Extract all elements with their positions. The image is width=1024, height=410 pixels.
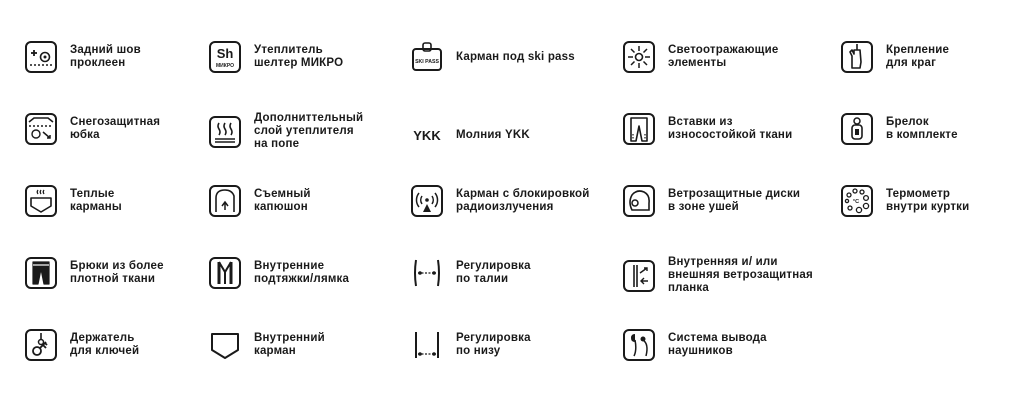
inner-pocket-icon xyxy=(208,328,242,362)
feature-label: Внутренние подтяжки/лямка xyxy=(254,260,350,285)
feature-item xyxy=(24,256,164,290)
warm-pockets-icon xyxy=(24,184,58,218)
celsius-text: °C xyxy=(852,199,860,205)
feature-item xyxy=(410,40,575,74)
waist-adjust-icon xyxy=(410,256,444,290)
sh-badge-subtext: МИКРО xyxy=(216,63,234,69)
reflective-icon xyxy=(622,40,656,74)
wind-flap-icon xyxy=(622,259,656,293)
feature-label: Утеплитель шелтер МИКРО xyxy=(254,44,344,69)
feature-item xyxy=(622,256,813,295)
wear-resistant-inserts-icon xyxy=(622,112,656,146)
feature-item xyxy=(840,112,958,146)
feature-label: Ветрозащитные диски в зоне ушей xyxy=(668,188,801,213)
feature-item xyxy=(840,184,969,218)
feature-item xyxy=(410,256,531,290)
key-holder-icon xyxy=(24,328,58,362)
rf-blocking-pocket-icon xyxy=(410,184,444,218)
ski-pass-pocket-icon xyxy=(410,40,444,74)
feature-label: Задний шов проклеен xyxy=(70,44,141,69)
feature-item xyxy=(24,328,139,362)
feature-label: Брюки из более плотной ткани xyxy=(70,260,164,285)
feature-item xyxy=(410,184,590,218)
feature-label: Держатель для ключей xyxy=(70,332,140,357)
dense-pants-icon xyxy=(24,256,58,290)
feature-item xyxy=(840,40,949,74)
ykk-logo-text: YKK xyxy=(413,128,441,143)
thermometer-icon xyxy=(840,184,874,218)
extra-insulation-icon xyxy=(208,115,242,149)
feature-item xyxy=(410,118,530,152)
feature-label: Система вывода наушников xyxy=(668,332,767,357)
suspenders-icon xyxy=(208,256,242,290)
feature-label: Карман под ski pass xyxy=(456,50,575,63)
feature-label: Теплые карманы xyxy=(70,188,122,213)
keychain-icon xyxy=(840,112,874,146)
ykk-icon xyxy=(410,118,444,152)
feature-item xyxy=(24,184,122,218)
feature-label: Съемный капюшон xyxy=(254,188,311,213)
feature-label: Внутренняя и/ или внешняя ветрозащитная планка xyxy=(668,256,813,294)
feature-item xyxy=(208,328,325,362)
feature-item xyxy=(24,112,160,146)
feature-label: Брелок в комплекте xyxy=(886,116,958,141)
feature-label: Термометр внутри куртки xyxy=(886,188,970,213)
feature-item xyxy=(208,184,311,218)
ski-pass-text: SKI PASS xyxy=(415,59,439,65)
glove-mount-icon xyxy=(840,40,874,74)
feature-label: Внутренний карман xyxy=(254,332,325,357)
feature-item xyxy=(622,328,767,362)
seam-taped-icon xyxy=(24,40,58,74)
snow-skirt-icon xyxy=(24,112,58,146)
feature-label: Карман с блокировкой радиоизлучения xyxy=(456,188,590,213)
feature-item xyxy=(208,40,343,74)
feature-item xyxy=(208,112,363,151)
feature-label: Вставки из износостойкой ткани xyxy=(668,116,793,141)
sh-badge-text: Sh xyxy=(216,46,234,61)
feature-label: Регулировка по талии xyxy=(456,260,531,285)
feature-label: Молния YKK xyxy=(456,128,530,141)
feature-label: Снегозащитная юбка xyxy=(70,116,161,141)
feature-label: Дополниттельный слой утеплителя на попе xyxy=(254,112,364,150)
headphone-system-icon xyxy=(622,328,656,362)
sh-insulation-icon xyxy=(208,40,242,74)
feature-item xyxy=(410,328,531,362)
ear-wind-discs-icon xyxy=(622,184,656,218)
feature-label: Светоотражающие элементы xyxy=(668,44,779,69)
removable-hood-icon xyxy=(208,184,242,218)
feature-item xyxy=(622,40,778,74)
feature-label: Регулировка по низу xyxy=(456,332,531,357)
feature-item xyxy=(208,256,349,290)
feature-item xyxy=(622,112,792,146)
hem-adjust-icon xyxy=(410,328,444,362)
feature-label: Крепление для краг xyxy=(886,44,950,69)
feature-item xyxy=(622,184,800,218)
feature-item xyxy=(24,40,141,74)
